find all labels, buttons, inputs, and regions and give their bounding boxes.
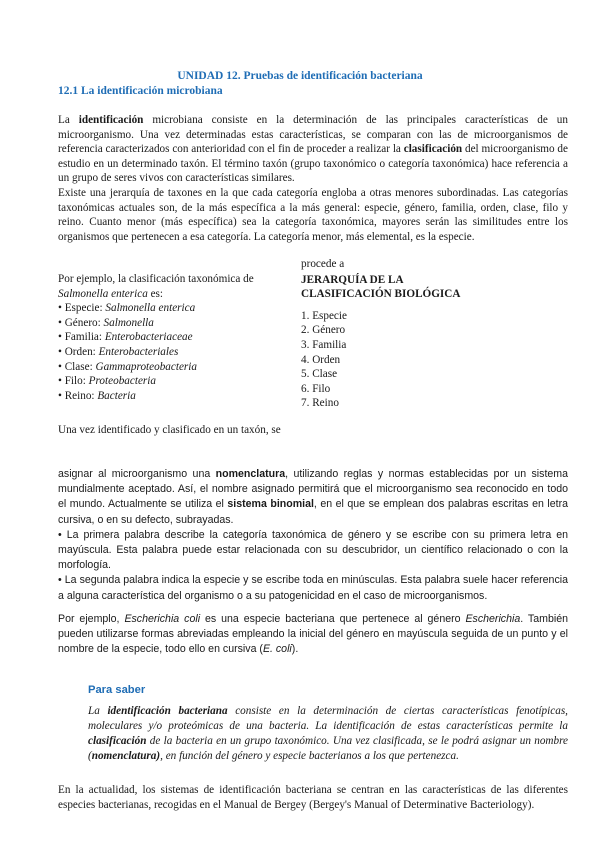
procede-text: procede a bbox=[301, 258, 345, 270]
list-item: 1. Especie bbox=[301, 309, 347, 322]
hierarchy-heading: JERARQUÍA DE LA bbox=[301, 273, 404, 286]
list-item: • Género: Salmonella bbox=[58, 316, 154, 329]
list-item: 3. Familia bbox=[301, 338, 347, 351]
list-item: • Familia: Enterobacteriaceae bbox=[58, 331, 193, 344]
list-item: • Especie: Salmonella enterica bbox=[58, 302, 196, 315]
section-title: 12.1 La identificación microbiana bbox=[58, 85, 223, 97]
list-item: 5. Clase bbox=[301, 368, 338, 381]
example-classification: Por ejemplo, la clasificación taxonómica de Salmonella enterica es: • Especie: Salmonella enterica • Género: Salmonella • Familia: Enterobacteriaceae • Orden: Enterobacteriales • Clase: Gammaproteobacteria • Filo: Proteobacteria • Reino: Bacteria bbox=[58, 272, 298, 403]
list-item: • Filo: Proteobacteria bbox=[58, 375, 156, 388]
bullet-especie: • La segunda palabra indica la especie y se escribe toda en minúsculas. Esta palabra suele hacer referencia a alguna característica del organismo o a su patogenicidad en el caso de microorganismos. bbox=[58, 574, 568, 602]
species-name: Salmonella enterica bbox=[58, 287, 148, 300]
bullet-genero: • La primera palabra describe la categoría taxonómica de género y se escribe con su primera letra en mayúscula. Esta palabra puede estar relacionada con su descubridor, un científico relacionado o con la morfología. bbox=[58, 528, 568, 572]
hierarchy-heading-2: CLASIFICACIÓN BIOLÓGICA bbox=[301, 288, 461, 301]
hierarchy-box bbox=[301, 257, 561, 411]
final-paragraph: En la actualidad, los sistemas de identificación bacteriana se centran en las características de las diferentes especies bacterianas, recogidas en el Manual de Bergey (Bergey's Manual of Determinative Bacteriology). bbox=[58, 784, 568, 811]
list-item: • Orden: Enterobacteriales bbox=[58, 345, 179, 358]
list-item: • Reino: Bacteria bbox=[58, 389, 136, 402]
para-saber-title: Para saber bbox=[88, 684, 146, 696]
para-saber-box: La identificación bacteriana consiste en la determinación de ciertas características fenotípicas, moleculares y/o proteómicas de una bacteria. La identificación de estas características permite la clasificación de la bacteria en un grupo taxonómico. Una vez clasificada, se le podrá asignar un nombre (nomenclatura), en función del género y especie bacterianos a los que pertenezca. bbox=[88, 705, 568, 762]
list-item: 4. Orden bbox=[301, 353, 341, 366]
nomenclatura-paragraph: asignar al microorganismo una nomenclatura, utilizando reglas y normas establecidas por un sistema mundialmente aceptado. Así, el nombre asignado permitirá que el microorganismo sea reconocido en todo el mundo. Actualmente se utiliza el sistema binomial, en el que se emplean dos palabras escritas en letra cursiva, o en su defecto, subrayadas. • La primera palabra describe la categoría taxonómica de género y se escribe con su primera letra en mayúscula. Esta palabra puede estar relacionada con su descubridor, un científico relacionado o con la morfología. • La segunda palabra indica la especie y se escribe toda en minúsculas. Esta palabra suele hacer referencia a alguna característica del organismo o a su patogenicidad en el caso de microorganismos. bbox=[58, 467, 568, 604]
example-intro: Por ejemplo, la clasificación taxonómica de bbox=[58, 273, 254, 285]
unit-title: UNIDAD 12. Pruebas de identificación bacteriana bbox=[177, 70, 423, 82]
list-item: 2. Género bbox=[301, 324, 346, 337]
jerarquia-paragraph: Existe una jerarquía de taxones en la que cada categoría engloba a otras menores subordinadas. Las categorías taxonómicas actuales son, de la más específica a la más general: especie, género, familia, orden, clase, filo y reino. Cuanto menor (más específica) sea la categoría taxonómica, mayores serán las similitudes entre los organismos que pertenecen a esa categoría. La categoría menor, más elemental, es la especie. bbox=[58, 187, 568, 243]
after-line: Una vez identificado y clasificado en un taxón, se bbox=[58, 424, 281, 436]
example-paragraph: Por ejemplo, Escherichia coli es una especie bacteriana que pertenece al género Escherichia. También pueden utilizarse formas abreviadas empleando la inicial del género en mayúscula seguida de un punto y el nombre de la especie, todo ello en cursiva (E. coli). bbox=[58, 613, 568, 656]
list-item: 6. Filo bbox=[301, 382, 331, 395]
list-item: 7. Reino bbox=[301, 397, 339, 410]
list-item: • Clase: Gammaproteobacteria bbox=[58, 360, 197, 373]
intro-paragraph: La identificación microbiana consiste en la determinación de las principales características de un microorganismo. Una vez determinadas estas características, se comparan con las de microorganismos de referencia caracterizados con anterioridad con el fin de proceder a realizar la clasificación del microorganismo de estudio en un determinado taxón. El término taxón (grupo taxonómico o categoría taxonómica) hace referencia a un grupo de seres vivos con características similares. bbox=[58, 114, 568, 185]
